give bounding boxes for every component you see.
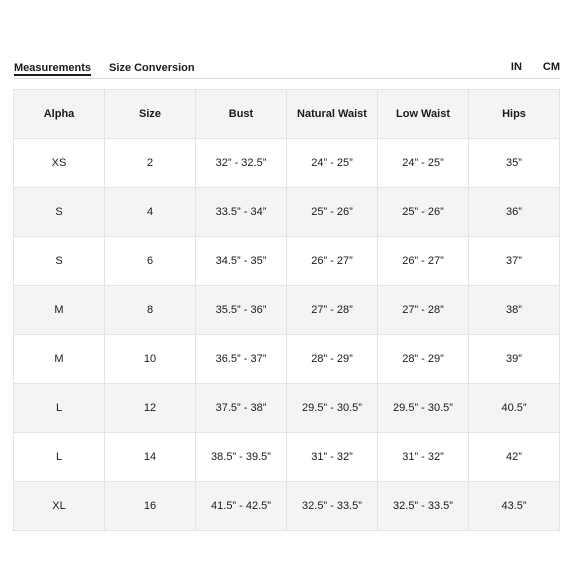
cell-size: 4 — [105, 188, 196, 237]
cell-alpha: XS — [14, 139, 105, 188]
table-row — [14, 188, 560, 237]
header-hips: Hips — [469, 90, 560, 139]
cell-bust: 41.5” - 42.5” — [196, 482, 287, 531]
cell-bust: 34.5” - 35” — [196, 237, 287, 286]
unit-toggle — [490, 61, 560, 73]
header-bust: Bust — [196, 90, 287, 139]
unit-in-button[interactable]: IN — [510, 61, 522, 73]
cell-low-waist: 25” - 26” — [378, 188, 469, 237]
cell-hips: 39” — [469, 335, 560, 384]
header-natural-waist: Natural Waist — [287, 90, 378, 139]
cell-natural-waist: 32.5” - 33.5” — [287, 482, 378, 531]
cell-natural-waist: 29.5” - 30.5” — [287, 384, 378, 433]
cell-bust: 37.5” - 38” — [196, 384, 287, 433]
cell-hips: 36” — [469, 188, 560, 237]
cell-natural-waist: 26” - 27” — [287, 237, 378, 286]
cell-alpha: S — [14, 237, 105, 286]
cell-bust: 38.5” - 39.5” — [196, 433, 287, 482]
table-row — [14, 482, 560, 531]
cell-low-waist: 32.5” - 33.5” — [378, 482, 469, 531]
table-row — [14, 433, 560, 482]
cell-natural-waist: 31” - 32” — [287, 433, 378, 482]
cell-bust: 36.5” - 37” — [196, 335, 287, 384]
cell-natural-waist: 28” - 29” — [287, 335, 378, 384]
cell-low-waist: 27” - 28” — [378, 286, 469, 335]
cell-low-waist: 26” - 27” — [378, 237, 469, 286]
cell-hips: 38” — [469, 286, 560, 335]
cell-size: 12 — [105, 384, 196, 433]
table-row — [14, 237, 560, 286]
table-header-row — [14, 90, 560, 139]
cell-alpha: S — [14, 188, 105, 237]
cell-low-waist: 24” - 25” — [378, 139, 469, 188]
cell-size: 14 — [105, 433, 196, 482]
tab-bar — [14, 62, 213, 76]
header-size: Size — [105, 90, 196, 139]
cell-size: 2 — [105, 139, 196, 188]
table-row — [14, 139, 560, 188]
cell-hips: 43.5” — [469, 482, 560, 531]
size-table — [13, 89, 560, 531]
tab-size-conversion[interactable]: Size Conversion — [109, 62, 195, 74]
cell-alpha: M — [14, 335, 105, 384]
cell-size: 6 — [105, 237, 196, 286]
table-row — [14, 286, 560, 335]
cell-alpha: L — [14, 433, 105, 482]
table-row — [14, 384, 560, 433]
cell-bust: 33.5” - 34” — [196, 188, 287, 237]
cell-size: 10 — [105, 335, 196, 384]
cell-low-waist: 28” - 29” — [378, 335, 469, 384]
cell-bust: 35.5” - 36” — [196, 286, 287, 335]
tab-divider — [14, 78, 560, 79]
cell-hips: 42” — [469, 433, 560, 482]
cell-hips: 40.5” — [469, 384, 560, 433]
cell-alpha: L — [14, 384, 105, 433]
cell-low-waist: 29.5” - 30.5” — [378, 384, 469, 433]
unit-cm-button[interactable]: CM — [542, 61, 560, 73]
table-row — [14, 335, 560, 384]
cell-hips: 35” — [469, 139, 560, 188]
cell-natural-waist: 27” - 28” — [287, 286, 378, 335]
header-low-waist: Low Waist — [378, 90, 469, 139]
cell-natural-waist: 24” - 25” — [287, 139, 378, 188]
cell-low-waist: 31” - 32” — [378, 433, 469, 482]
cell-alpha: M — [14, 286, 105, 335]
cell-bust: 32” - 32.5” — [196, 139, 287, 188]
cell-hips: 37” — [469, 237, 560, 286]
tab-measurements[interactable]: Measurements — [14, 62, 92, 74]
cell-size: 16 — [105, 482, 196, 531]
cell-size: 8 — [105, 286, 196, 335]
cell-alpha: XL — [14, 482, 105, 531]
header-alpha: Alpha — [14, 90, 105, 139]
cell-natural-waist: 25” - 26” — [287, 188, 378, 237]
